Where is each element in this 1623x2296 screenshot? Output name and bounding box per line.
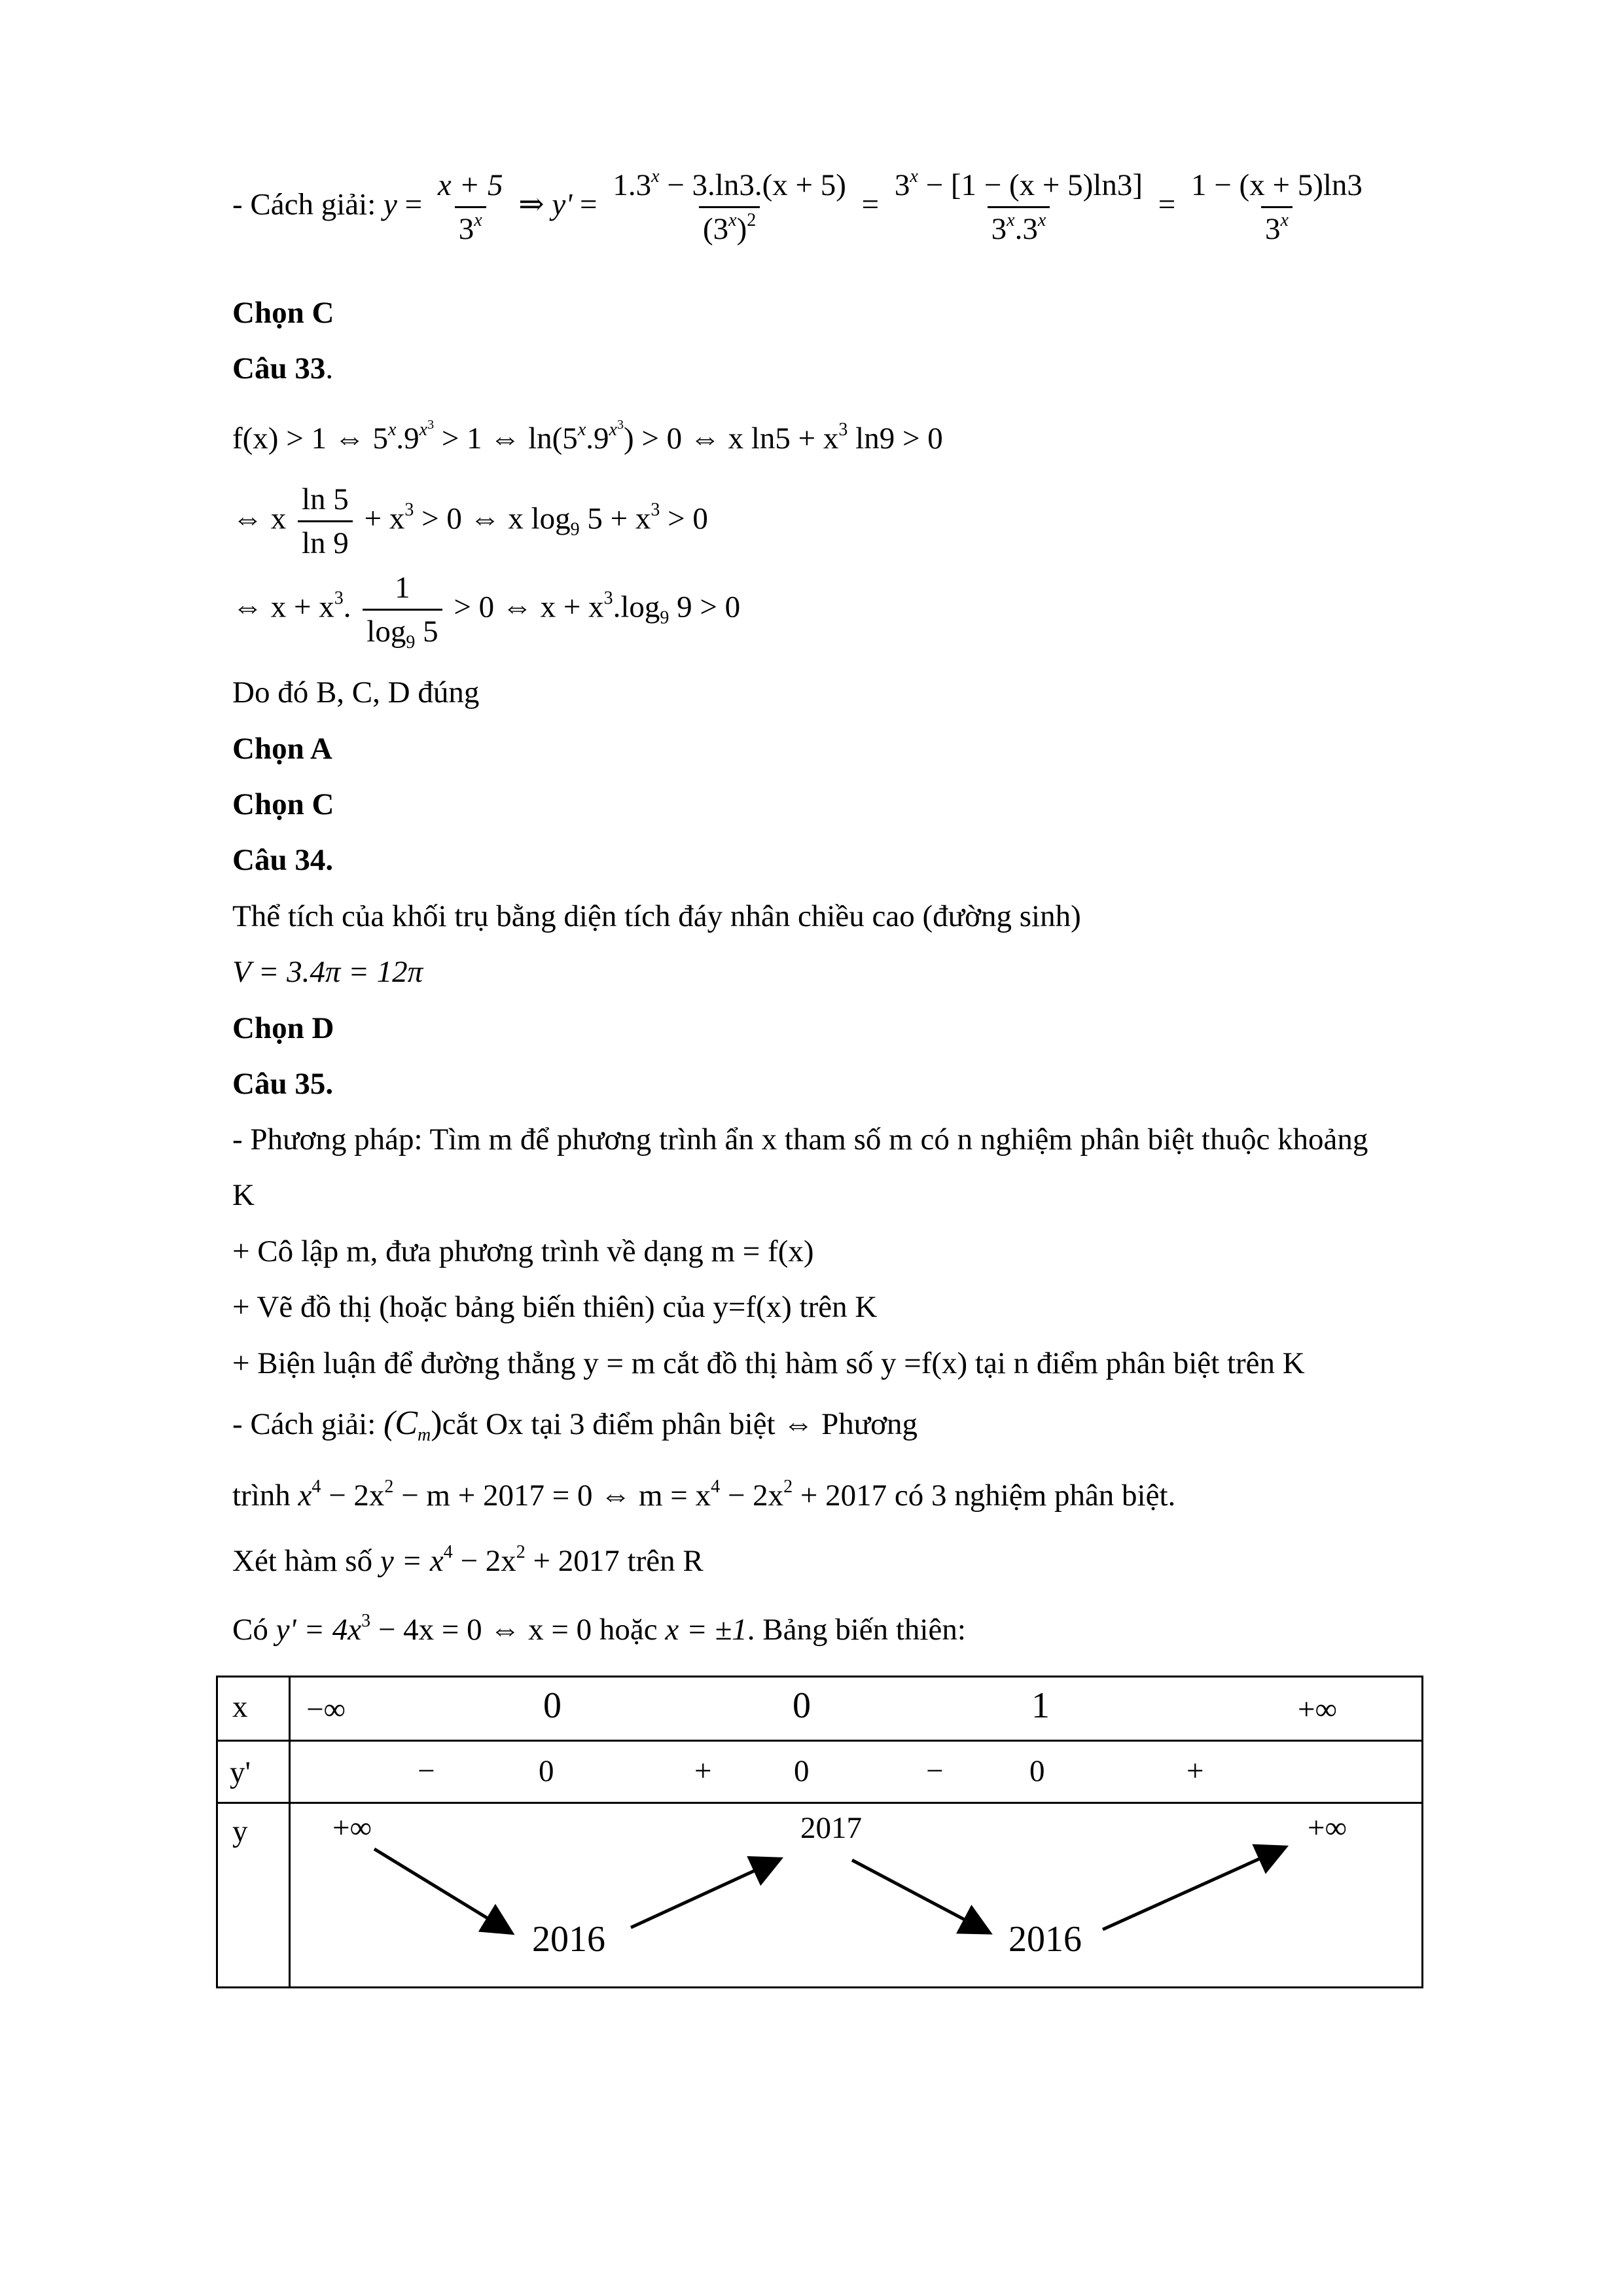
- f2-den-close: ): [736, 212, 747, 246]
- arrow-down: [374, 1849, 509, 1931]
- arrow-up: [631, 1860, 777, 1928]
- ln5-over-ln9: [298, 481, 353, 562]
- xet-c: − 2x: [452, 1544, 516, 1578]
- cau35-k: K: [232, 1178, 255, 1212]
- five: 5: [415, 615, 438, 649]
- sub-9: 9: [406, 632, 416, 653]
- y-top-pos-inf: +∞: [332, 1811, 372, 1845]
- sub-9: 9: [660, 607, 669, 628]
- f4-den: 3: [1265, 212, 1281, 246]
- f2-den: (3: [702, 212, 729, 246]
- exp-3: 3: [651, 499, 660, 520]
- c33l3-e: 9 > 0: [669, 590, 741, 624]
- c33l3-d: .log: [613, 590, 660, 624]
- row-y-label: y: [232, 1814, 248, 1848]
- exp-2: 2: [747, 210, 757, 230]
- cau33-heading: [232, 349, 333, 388]
- cach-giai-prefix: - Cách giải:: [232, 187, 384, 222]
- y-bottom-min: 2016: [1008, 1919, 1082, 1960]
- arrow-up: [1103, 1848, 1283, 1929]
- exp-x: x: [1280, 210, 1289, 230]
- c33l3-b: .: [343, 590, 351, 624]
- cm-open: (C: [383, 1405, 418, 1442]
- fraction-3: [891, 167, 1147, 247]
- c33l1-d: .9: [586, 422, 609, 456]
- exp-3: 3: [334, 588, 344, 609]
- c33l1-a: f(x) > 1 ⇔ 5: [232, 422, 388, 456]
- exp-x: x: [910, 166, 918, 187]
- exp-2: 2: [516, 1542, 526, 1562]
- c33l2-e: > 0: [660, 501, 708, 536]
- cau35-co: [232, 1610, 966, 1649]
- equals: =: [580, 187, 597, 222]
- co-d: hoặc: [592, 1613, 666, 1647]
- x-val: 1: [1031, 1685, 1050, 1726]
- co-f: . Bảng biến thiên:: [747, 1613, 966, 1647]
- cau35-phuong-phap: - Phương pháp: Tìm m để phương trình ẩn x tham số m có n nghiệm phân biệt thuộc khoảng: [232, 1122, 1368, 1157]
- y-prime: y': [552, 187, 573, 222]
- cau34-eq: V = 3.4π = 12π: [232, 955, 423, 989]
- co-a: Có: [232, 1613, 276, 1647]
- xet-d: + 2017: [525, 1544, 620, 1578]
- cau33-dot: .: [325, 351, 334, 386]
- fraction-1-den: 3: [458, 212, 474, 246]
- exp-2: 2: [783, 1477, 793, 1497]
- implies: ⇒: [518, 187, 544, 222]
- one: 1: [395, 571, 410, 605]
- f3-num-b: − [1 − (x + 5)ln3]: [918, 168, 1143, 202]
- exp-x: x: [651, 166, 660, 187]
- f2-num-b: − 3.ln3.(x + 5): [659, 168, 846, 202]
- f3-den-mid: .3: [1014, 212, 1038, 246]
- yp-sign: +: [1186, 1754, 1204, 1788]
- cau35-step2: + Vẽ đồ thị (hoặc bảng biến thiên) của y=f(x) trên K: [232, 1290, 878, 1324]
- trinh-a: trình: [232, 1479, 298, 1513]
- sub-m: m: [418, 1425, 431, 1445]
- cach-giai-derivative: [232, 167, 1370, 247]
- exp-x: x: [419, 420, 428, 440]
- row-yprime-label: y': [230, 1755, 251, 1789]
- exp-x: x: [1037, 210, 1046, 230]
- c33l1-e: ) > 0 ⇔ x ln5 + x: [623, 422, 839, 456]
- exp-x: x: [609, 420, 617, 440]
- exp-3: 3: [427, 418, 435, 432]
- exp-3: 3: [404, 499, 414, 520]
- sub-9: 9: [570, 519, 580, 540]
- c33l1-f: ln9 > 0: [847, 422, 943, 456]
- ln9: ln 9: [298, 520, 353, 562]
- equals: =: [861, 187, 880, 222]
- equals: =: [404, 187, 423, 222]
- yp-sign: +: [694, 1754, 712, 1788]
- trinh-f: + 2017: [793, 1479, 887, 1513]
- chon-c-2: Chọn C: [232, 787, 334, 821]
- fraction-2: [609, 167, 850, 247]
- co-e: x = ±1: [665, 1613, 747, 1647]
- one-over-log95: [363, 569, 442, 653]
- exp-4: 4: [312, 1477, 321, 1497]
- exp-x: x: [387, 420, 397, 440]
- cau35-trinh: [232, 1476, 1175, 1515]
- fraction-4: [1187, 167, 1366, 247]
- exp-3: 3: [838, 420, 848, 440]
- cau35-cach-giai: [232, 1404, 918, 1444]
- chon-d: Chọn D: [232, 1011, 334, 1045]
- c33l2-d: 5 + x: [579, 501, 651, 536]
- arrow-down: [852, 1860, 987, 1931]
- x-val-neg-inf: −∞: [306, 1693, 346, 1727]
- variation-table: [216, 1676, 1423, 1988]
- co-c: − 4x = 0 ⇔ x = 0: [370, 1613, 592, 1647]
- xet-a: Xét hàm số: [232, 1544, 380, 1578]
- cau35-step3: + Biện luận để đường thẳng y = m cắt đồ thị hàm số y =f(x) tại n điểm phân biệt trên K: [232, 1346, 1305, 1380]
- y-symbol: y: [383, 187, 397, 222]
- yp-zero: 0: [1029, 1754, 1045, 1788]
- c33l2-c: > 0 ⇔ x log: [414, 501, 571, 536]
- xet-b: y = x: [380, 1544, 444, 1578]
- cau34-text: Thể tích của khối trụ bằng diện tích đáy nhân chiều cao (đường sinh): [232, 899, 1081, 933]
- cau35-step1: + Cô lập m, đưa phương trình về dạng m = f(x): [232, 1234, 814, 1268]
- f2-num-a: 1.3: [613, 168, 652, 202]
- cg-prefix: - Cách giải:: [232, 1407, 384, 1441]
- cau33-label: Câu 33: [232, 351, 326, 386]
- log: log: [366, 615, 406, 649]
- c33l2-b: + x: [356, 501, 405, 536]
- cau34-heading: Câu 34.: [232, 843, 334, 877]
- cau35-heading: Câu 35.: [232, 1067, 334, 1101]
- trinh-g: có 3 nghiệm phân biệt.: [887, 1479, 1176, 1513]
- variation-arrows: [216, 1676, 1423, 1988]
- exp-x: x: [728, 210, 737, 230]
- cm-close: ): [431, 1405, 442, 1442]
- exp-x: x: [577, 420, 586, 440]
- y-top-pos-inf: +∞: [1308, 1811, 1347, 1845]
- exp-2: 2: [384, 1477, 394, 1497]
- exp-3: 3: [361, 1611, 371, 1631]
- cau35-xet: [232, 1541, 704, 1581]
- xet-e: trên R: [619, 1544, 704, 1578]
- y-top-max: 2017: [800, 1811, 862, 1845]
- trinh-x: x: [298, 1479, 312, 1513]
- trinh-d: − m + 2017 = 0 ⇔ m = x: [393, 1479, 711, 1513]
- chon-a: Chọn A: [232, 732, 332, 766]
- x-val: 0: [793, 1685, 811, 1726]
- cau33-line2: [232, 481, 708, 562]
- x-val: 0: [543, 1685, 562, 1726]
- exp-3: 3: [616, 418, 624, 432]
- equals: =: [1158, 187, 1176, 222]
- cg-rest: cắt Ox tại 3 điểm phân biệt ⇔ Phương: [442, 1407, 918, 1441]
- do-do-text: Do đó B, C, D đúng: [232, 675, 480, 709]
- c33l3-c: > 0 ⇔ x + x: [446, 590, 604, 624]
- c33l2-a: ⇔ x: [232, 501, 287, 536]
- f3-den-a: 3: [991, 212, 1007, 246]
- f3-num-a: 3: [894, 168, 910, 202]
- yp-sign: −: [418, 1754, 435, 1788]
- fraction-1: [434, 167, 507, 247]
- y-bottom-min: 2016: [532, 1919, 605, 1960]
- exp-4: 4: [711, 1477, 721, 1497]
- yp-zero: 0: [539, 1754, 554, 1788]
- exp-3: 3: [603, 588, 613, 609]
- yp-sign: −: [926, 1754, 944, 1788]
- co-b: y' = 4x: [276, 1613, 362, 1647]
- x-val-pos-inf: +∞: [1298, 1693, 1338, 1727]
- chon-c-1: Chọn C: [232, 296, 334, 330]
- c33l1-b: .9: [396, 422, 419, 456]
- c33l1-c: > 1 ⇔ ln(5: [434, 422, 578, 456]
- yp-zero: 0: [794, 1754, 810, 1788]
- cau33-line3: [232, 569, 741, 653]
- exp-x: x: [1007, 210, 1015, 230]
- row-x-label: x: [232, 1690, 248, 1724]
- cau33-line1: [232, 419, 943, 458]
- trinh-c: − 2x: [321, 1479, 385, 1513]
- ln5: ln 5: [302, 482, 349, 516]
- fraction-1-num: x + 5: [437, 168, 503, 202]
- f4-num: 1 − (x + 5)ln3: [1191, 168, 1363, 202]
- c33l3-a: ⇔ x + x: [232, 590, 334, 624]
- exp-4: 4: [443, 1542, 453, 1562]
- exp-x: x: [474, 210, 482, 230]
- trinh-e: − 2x: [720, 1479, 784, 1513]
